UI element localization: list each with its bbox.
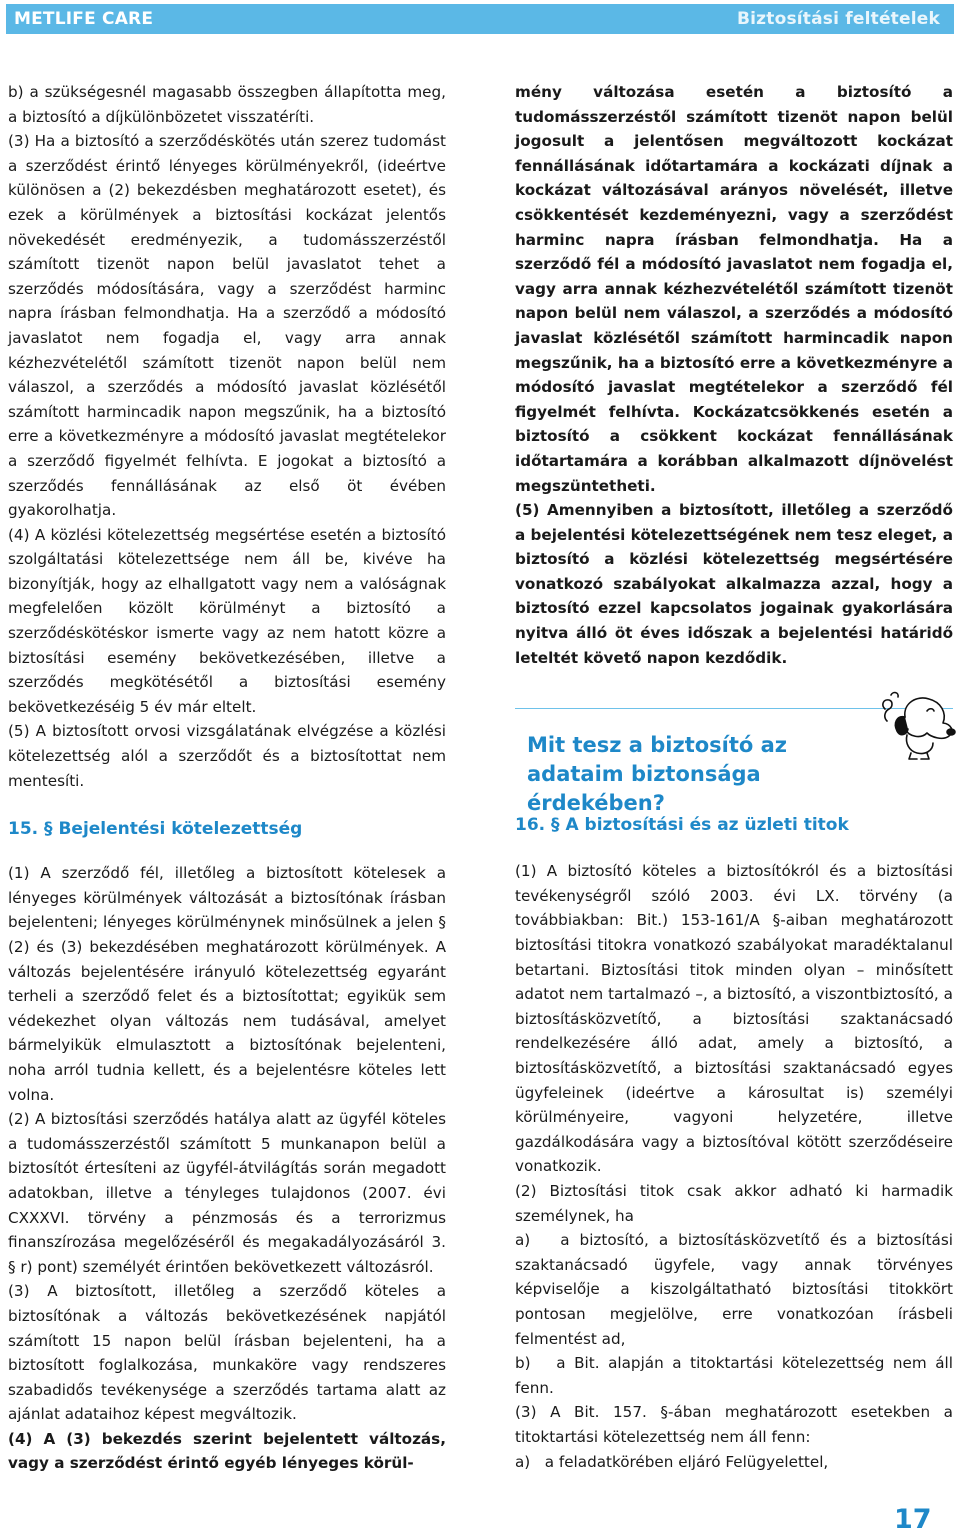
right-column [515,80,953,1474]
paragraph: a) a biztosító, a biztosításközvetítő és a biztosítási szaktanácsadó ügyfele, vagy annak törvényes képviselője a kiszolgáltatható biztosítási titokkört pontosan megjelölve, erre vonatkozóan írásbeli felmentést ad, [515,1231,953,1348]
paragraph: (4) A közlési kötelezettség megsértése esetén a biztosító szolgáltatási kötelezettsége nem áll be, kivéve ha bizonyítják, hogy az elhallgatott vagy nem a valóságnak megfelelően közölt körülményt a biztosító a szerződéskötéskor ismerte vagy az nem hatott közre a biztosítási esemény bekövetkezésében, illetve a szerződés megkötésétől a biztosítási esemény bekövetkezéséig 5 év már eltelt. [8,525,446,716]
paragraph: (1) A biztosító köteles a biztosítókról és a biztosítási tevékenységről szóló 2003. évi LX. törvény (a továbbiakban: Bit.) 153-161/A §-aiban meghatározott biztosítási titokra vonatkozó szabályokat maradéktalanul betartani. Biztosítási titok minden olyan – minősített adatot nem tartalmazó –, a biztosító, a viszontbiztosító, a biztosításközvetítő, a biztosítási szaktanácsadó rendelkezésére álló adat, amely a biztosító, a biztosításközvetítő, a biztosítási szaktanácsadó egyes ügyfeleinek (ideértve a károsultat is) személyi körülményeire, vagyoni helyzetére, illetve gazdálkodására vagy a biztosítóval kötött szerződéseire vonatkozik. [515,862,953,1176]
page-header [6,4,954,34]
paragraph: (3) Ha a biztosító a szerződéskötés után szerez tudomást a szerződést érintő lényeges körülményekről, (ideértve különösen a (2) bekezdésben meghatározott esetet), és ezek a körülmények a biztosítási kockázat jelentős növekedését eredményezik, a tudomásszerzéstől számított tizenöt napon belül javaslatot tehet a szerződés módosítására, vagy a szerződést harminc napra írásban felmondhatja. Ha a szerződő a módosító javaslatot nem fogadja el, vagy arra annak kézhezvételétől számított tizenöt napon belül nem válaszol, a szerződés a módosító javaslat közlésétől számított harmincadik napon megszűnik, ha a biztosító erre a következményre a módosító javaslat megtételekor a szerződő figyelmét felhívta. E jogokat a biztosító a szerződés fennállásának az első öt évében gyakorolhatja. [8,132,446,520]
paragraph: (3) A biztosított, illetőleg a szerződő köteles a biztosítónak a változás bekövetkezésének napjától számított 15 napon belül írásban bejelenteni, ha a biztosított foglalkozása, munkaköre vagy rendszeres szabadidős tevékenysége a szerződés tartama alatt az ajánlat adataihoz képest megváltozik. [8,1282,446,1424]
paragraph: a) a feladatkörében eljáró Felügyelettel, [515,1452,829,1471]
paragraph: b) a Bit. alapján a titoktartási kötelezettség nem áll fenn. [515,1354,953,1397]
section-15-heading: 15. § Bejelentési kötelezettség [8,819,303,840]
paragraph: b) a szükségesnél magasabb összegben állapította meg, a biztosító a díjkülönbözetet visszatéríti. [8,83,446,126]
bold-continuation [515,80,953,670]
paragraph: (5) A biztosított orvosi vizsgálatának elvégzése a közlési kötelezettség alól a szerződőt és a biztosítottat nem mentesíti. [8,722,446,790]
bold-paragraph: mény változása esetén a biztosító a tudomásszerzéstől számított tizenöt napon belül jogosult a jelentősen megváltozott kockázat fennállásának időtartamára a kockázati díjnak a kockázat változásával arányos növelését, illetve csökkentését kezdeményezni, vagy a szerződést harminc napra írásban felmondhatja. Ha a szerződő fél a módosító javaslatot nem fogadja el, vagy arra annak kézhezvételétől számított tizenöt napon belül nem válaszol, a szerződés a módosító javaslat közlésétől számított harmincadik napon megszűnik, ha a biztosító erre a következményre a módosító javaslat megtételekor a szerződő fél figyelmét felhívta. Kockázatcsökkenés esetén a biztosító a csökkent kockázat fennállásának időtartamára a korábban alkalmazott díjnövelést megszüntetheti. [515,83,953,495]
left-column [8,80,446,1476]
bold-paragraph: (4) A (3) bekezdés szerint bejelentett változás, vagy a szerződést érintő egyéb lényeges körül- [8,1429,446,1473]
callout-box [515,708,953,816]
document-section-title: Biztosítási feltételek [736,9,940,29]
paragraph: (2) Biztosítási titok csak akkor adható ki harmadik személynek, ha [515,1181,953,1225]
snoopy-cartoon-icon [875,687,959,763]
page-number: 17 [894,1504,932,1535]
paragraph: (1) A szerződő fél, illetőleg a biztosított kötelesek a lényeges körülmények változását a biztosítónak írásban bejelenteni; lényeges körülménynek minősülnek a jelen § (2) és (3) bekezdésében meghatározott körülmények. A változás bejelentésére irányuló kötelezettség egyaránt terheli a szerződő felet és a biztosítottat; egyikük sem védekezhet olyan változás nem tudásával, amelyet bármelyikük elmulasztott a biztosítónak bejelenteni, noha arról tudnia kellett, és a bejelentésre köteles lett volna. [8,864,446,1104]
paragraph: (2) A biztosítási szerződés hatálya alatt az ügyfél köteles a tudomásszerzéstől számított 5 munkanapon belül a biztosítót értesíteni az ügyfél-átvilágítás során megadott adatokban, illetve a tényleges tulajdonos (2007. évi CXXXVI. törvény a pénzmosás és a terrorizmus finanszírozása megelőzéséről és megakadályozásáról 3. § r) pont) személyét érintően bekövetkezett változásról. [8,1110,446,1276]
section-16-heading: 16. § A biztosítási és az üzleti titok [515,815,849,836]
brand-title: METLIFE CARE [14,9,154,29]
callout-title: Mit tesz a biztosító az adataim biztonsága érdekében? [527,733,788,816]
bold-paragraph: (5) Amennyiben a biztosított, illetőleg a szerződő a bejelentési kötelezettségének nem tesz eleget, a biztosító a közlési kötelezettség megsértésére vonatkozó szabályokat alkalmazza azzal, hogy a biztosító ezzel kapcsolatos jogainak gyakorlására nyitva álló öt éves időszak a bejelentési határidő leteltét követő napon kezdődik. [515,501,953,667]
paragraph: (3) A Bit. 157. §-ában meghatározott esetekben a titoktartási kötelezettség nem áll fenn: [515,1403,953,1446]
